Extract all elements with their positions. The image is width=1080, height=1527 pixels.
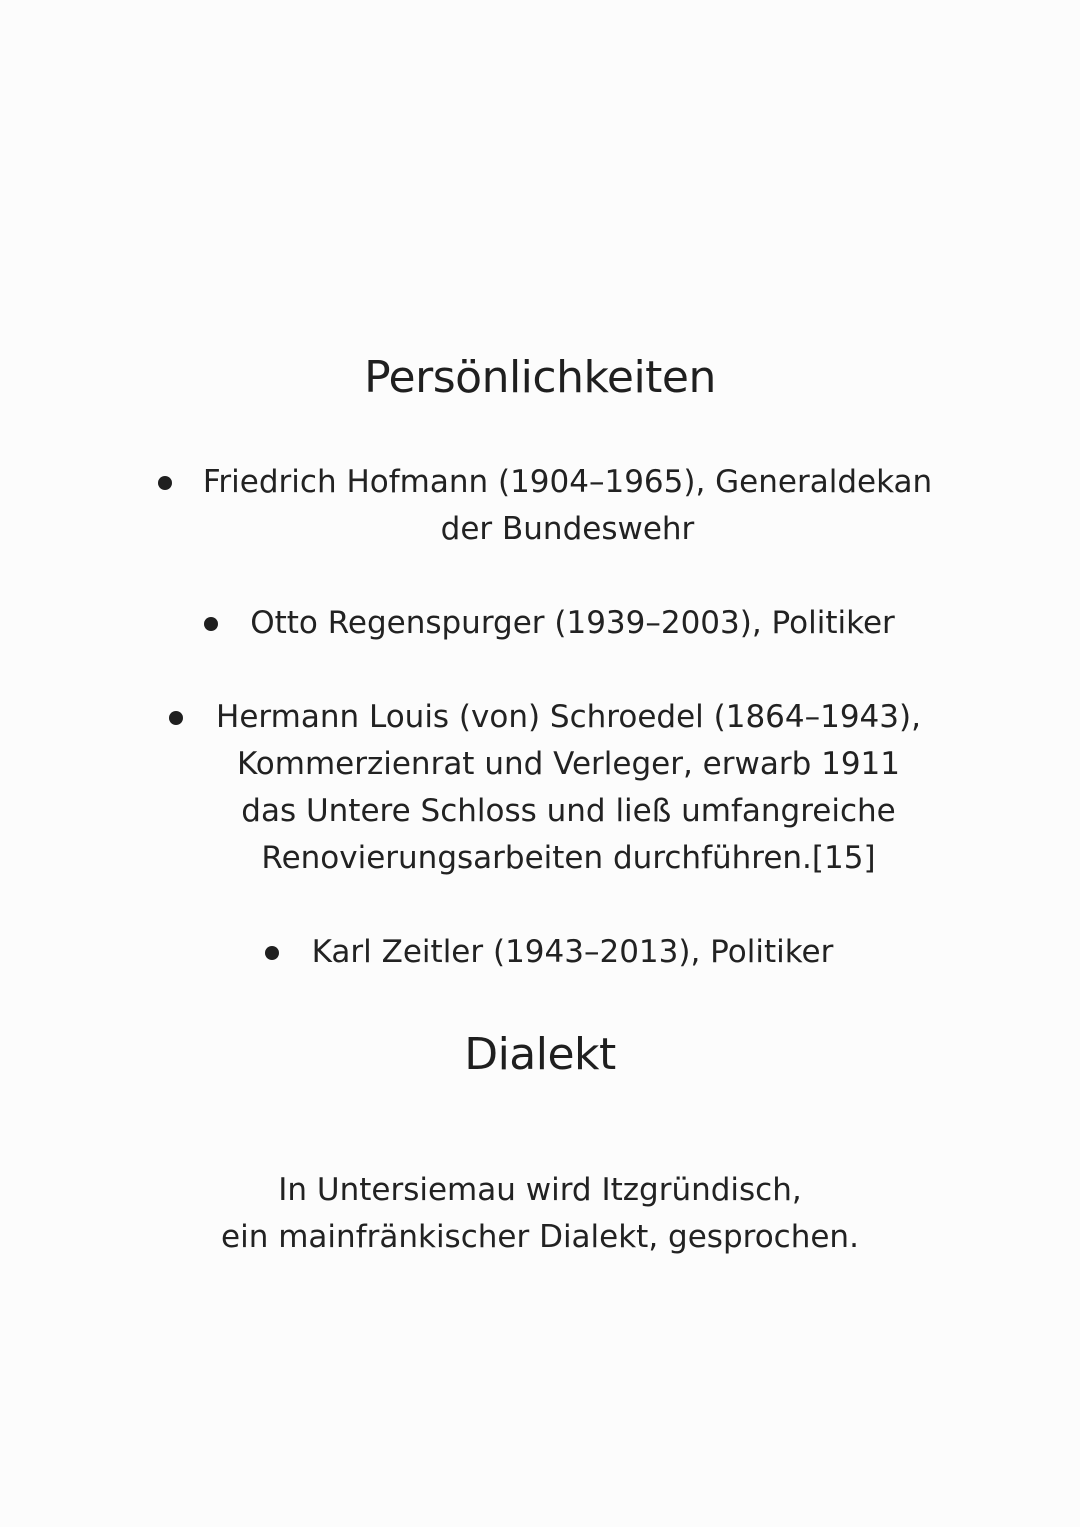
heading-persoenlichkeiten: Persönlichkeiten [364,352,716,403]
dialect-line: In Untersiemau wird Itzgründisch, [278,1172,802,1208]
bullet-icon [204,617,218,631]
list-item: Karl Zeitler (1943–2013), Politiker [311,934,834,970]
list-item: Hermann Louis (von) Schroedel (1864–1943), Kommerzienrat und Verleger, erwarb 1911 das Untere Schloss und ließ umfangreiche Renovierungsarbeiten durchführen.[15] [216,699,921,876]
list-item: Friedrich Hofmann (1904–1965), Generaldekan der Bundeswehr [202,464,933,547]
dialect-line: ein mainfränkischer Dialekt, gesprochen. [221,1219,859,1255]
bullet-icon [169,711,183,725]
list-item: Otto Regenspurger (1939–2003), Politiker [250,605,895,641]
bullet-icon [158,476,172,490]
dialect-paragraph [0,1167,1080,1261]
bullet-icon [265,946,279,960]
heading-dialekt: Dialekt [464,1029,616,1080]
